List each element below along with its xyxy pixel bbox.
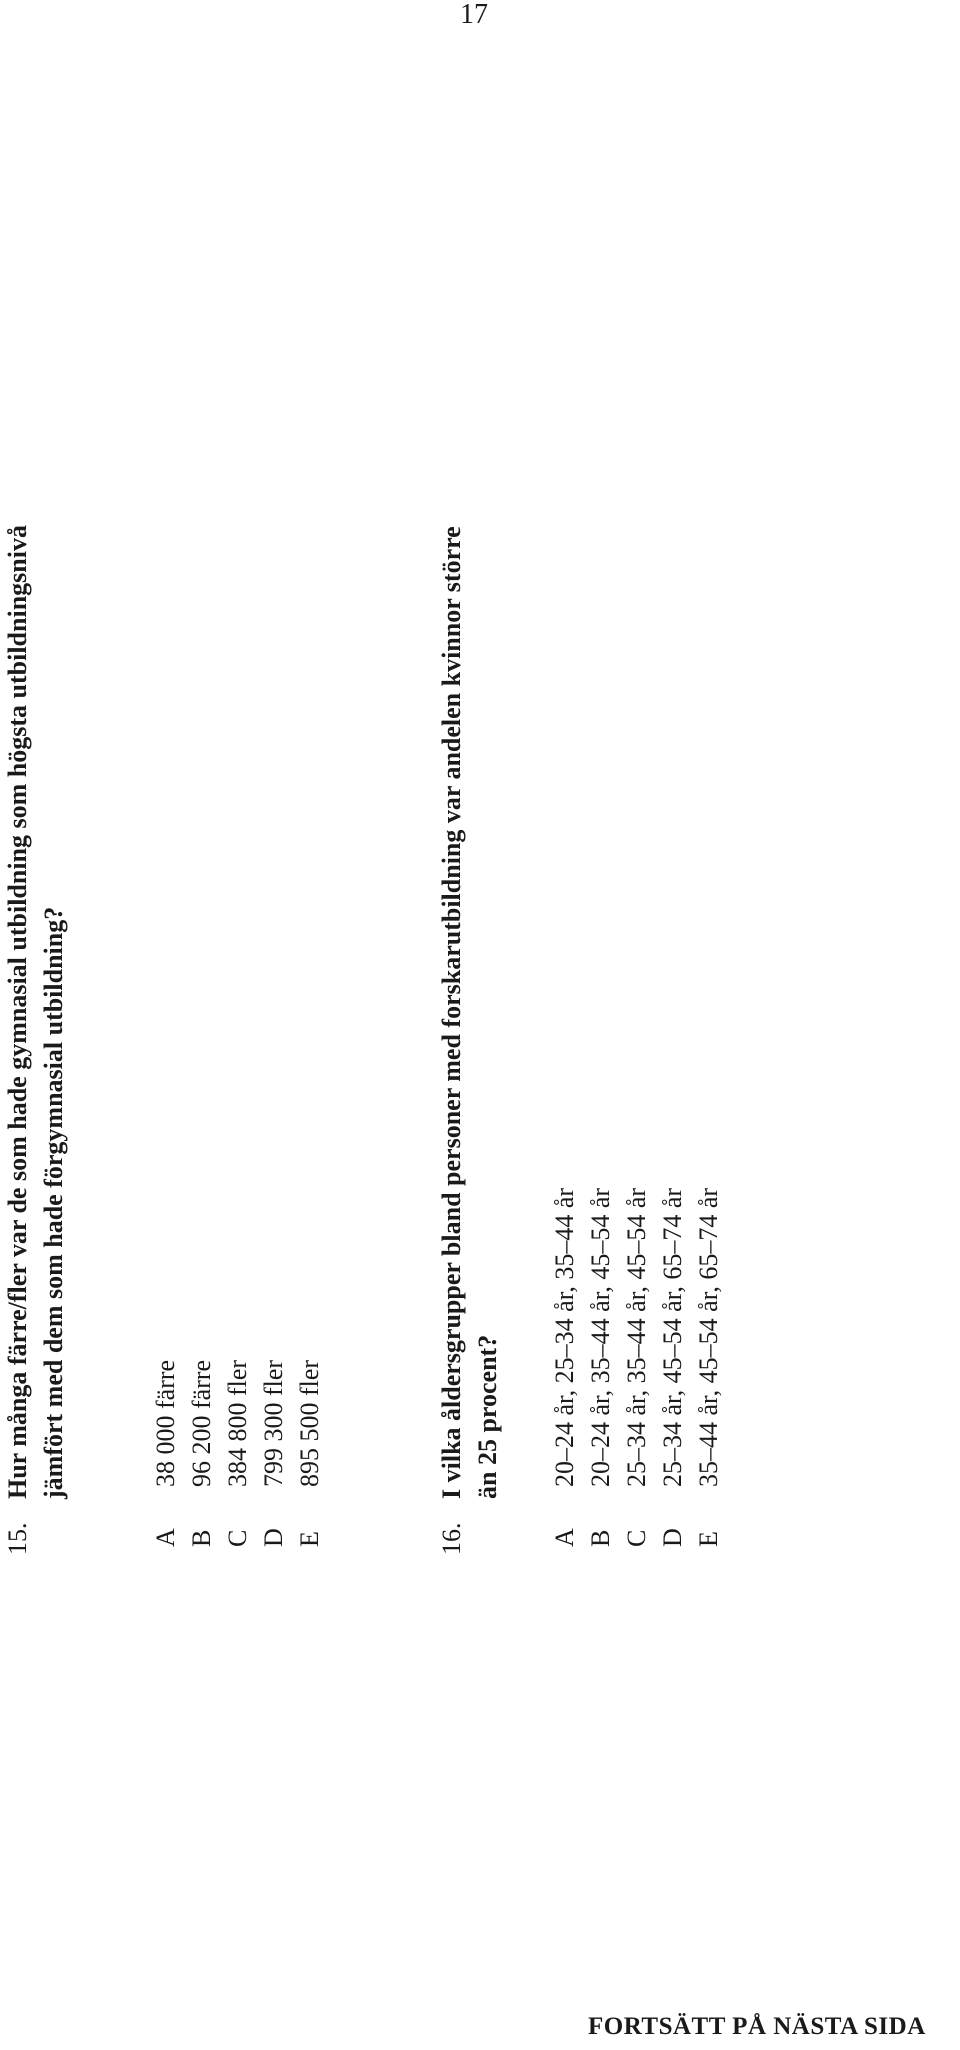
answer-options	[148, 1360, 328, 1547]
option-text: 25–34 år, 35–44 år, 45–54 år	[622, 1187, 651, 1487]
option-text: 96 200 färre	[187, 1359, 216, 1487]
question-text: Hur många färre/fler var de som hade gymnasial utbildning som högsta utbildningsnivå jämfört med dem som hade förgymnasial utbildning?	[3, 525, 68, 1499]
question-number: 15.	[3, 1522, 32, 1555]
option-letter: E	[694, 1531, 723, 1547]
option-text: 35–44 år, 45–54 år, 65–74 år	[694, 1187, 723, 1487]
option-c	[619, 1188, 655, 1547]
option-letter: D	[259, 1528, 288, 1547]
option-b	[583, 1188, 619, 1547]
option-letter: E	[295, 1531, 324, 1547]
option-text: 38 000 färre	[151, 1359, 180, 1487]
option-text: 799 300 fler	[259, 1359, 288, 1487]
option-text: 384 800 fler	[223, 1359, 252, 1487]
option-text: 20–24 år, 25–34 år, 35–44 år	[550, 1187, 579, 1487]
option-d	[655, 1188, 691, 1547]
option-b	[184, 1360, 220, 1547]
option-a	[547, 1188, 583, 1547]
option-letter: C	[622, 1529, 651, 1547]
option-e	[292, 1360, 328, 1547]
question-text: I vilka åldersgrupper bland personer med forskarutbildning var andelen kvinnor större än 25 procent?	[437, 526, 502, 1499]
option-a	[148, 1360, 184, 1547]
option-letter: A	[151, 1528, 180, 1547]
option-letter: D	[658, 1528, 687, 1547]
option-text: 20–24 år, 35–44 år, 45–54 år	[586, 1187, 615, 1487]
option-text: 25–34 år, 45–54 år, 65–74 år	[658, 1187, 687, 1487]
option-letter: B	[187, 1529, 216, 1547]
option-e	[691, 1188, 727, 1547]
option-text: 895 500 fler	[295, 1359, 324, 1487]
option-letter: C	[223, 1529, 252, 1547]
page-number: 17	[460, 0, 488, 30]
option-letter: A	[550, 1528, 579, 1547]
rotated-content	[0, 10, 780, 1555]
continue-footer: FORTSÄTT PÅ NÄSTA SIDA	[588, 2013, 926, 2040]
question-number: 16.	[437, 1522, 466, 1555]
option-letter: B	[586, 1529, 615, 1547]
option-c	[220, 1360, 256, 1547]
option-d	[256, 1360, 292, 1547]
answer-options	[547, 1188, 727, 1547]
